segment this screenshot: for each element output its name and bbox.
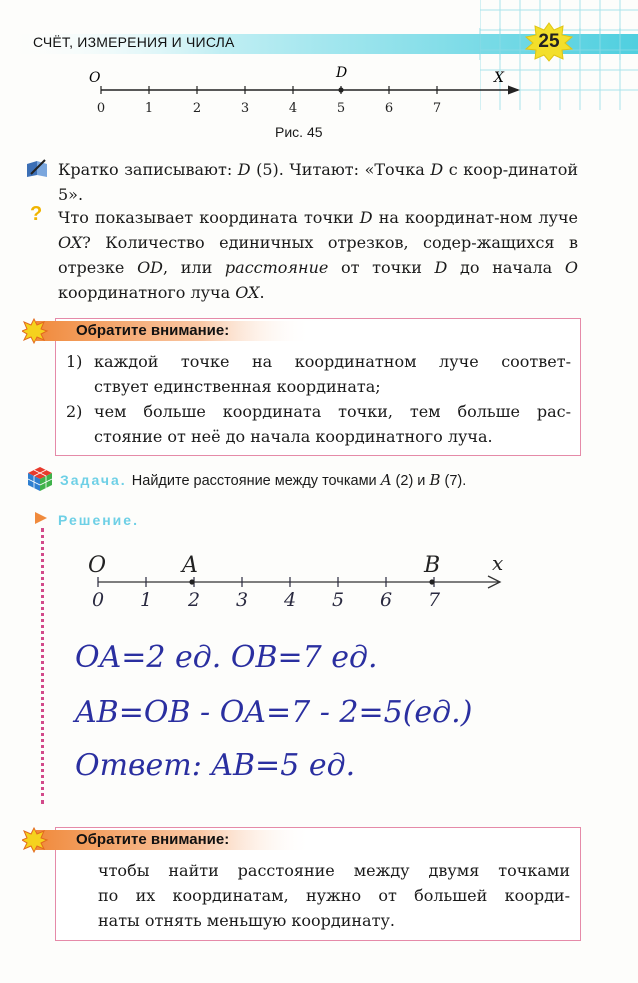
tick-label: 6 [379, 589, 393, 611]
tick-label: 0 [96, 101, 106, 116]
tick-label: 6 [384, 101, 394, 116]
notice-2-label: Обратите внимание: [76, 831, 230, 848]
hw-axis-label: x [492, 551, 504, 575]
tick-label: 3 [240, 101, 250, 116]
axis-x-label: X [494, 70, 504, 86]
solution-marker-icon [33, 510, 49, 526]
tick-label: 0 [91, 589, 105, 611]
handwritten-number-line [80, 548, 520, 612]
point-d-label: D [336, 65, 348, 81]
origin-label: O [89, 70, 101, 86]
task-label: Задача. [60, 472, 127, 488]
task-line: Задача. Найдите расстояние между точками A (2) и B (7). [60, 471, 467, 489]
hw-b-label: B [424, 553, 441, 578]
tick-label: 3 [235, 589, 249, 611]
point-a-dot [189, 579, 194, 584]
tick-label: 1 [144, 101, 154, 116]
tick-label: 4 [283, 589, 297, 611]
pencil-note-icon [25, 158, 49, 178]
tick-label: 1 [139, 589, 153, 611]
point-b-dot [429, 579, 434, 584]
figure-caption: Рис. 45 [275, 124, 323, 140]
sun-burst-icon [22, 828, 47, 852]
tick-label: 7 [427, 589, 441, 611]
solution-line-2: AB=OB - OA=7 - 2=5(ед.) [75, 695, 473, 730]
number-line-arrow [508, 86, 520, 95]
notice-1-item-1: 1) каждой точке на координатном луче соответ- ствует единственная координата; [66, 352, 571, 396]
tick-label: 2 [192, 101, 202, 116]
sun-burst-icon [22, 319, 47, 343]
tick-label: 7 [432, 101, 442, 116]
notice-1-item-2: 2) чем больше координата точки, тем больше рас- стояние от неё до начала координатного луча. [66, 402, 571, 446]
notice-1-label: Обратите внимание: [76, 322, 230, 339]
tick-label: 4 [288, 101, 298, 116]
tick-label: 5 [331, 589, 345, 611]
notice-2-text: чтобы найти расстояние между двумя точками по их координатам, нужно от большей коорди- наты отнять меньшую координату. [98, 861, 570, 930]
hw-a-label: A [182, 553, 198, 578]
notice-1-list [66, 349, 571, 449]
section-title: СЧЁТ, ИЗМЕРЕНИЯ И ЧИСЛА [33, 34, 235, 50]
cube-puzzle-icon [27, 466, 53, 492]
solution-line-1: OA=2 ед. OB=7 ед. [75, 640, 378, 675]
paragraph-coordinate-notation: Кратко записывают: D (5). Читают: «Точка D с коор-динатой 5». [58, 160, 578, 204]
question-mark-icon: ? [30, 203, 43, 225]
tick-label: 2 [187, 589, 201, 611]
tick-label: 5 [336, 101, 346, 116]
solution-dotted-rule [41, 528, 44, 804]
question-paragraph: Что показывает координата точки D на координат-ном луче OX? Количество единичных отрезков, содер-жащихся в отрезке OD, или расстояние от точки D до начала O координатного луча OX. [58, 208, 579, 302]
page-number: 25 [538, 31, 560, 52]
solution-answer: Ответ: AB=5 ед. [75, 748, 356, 783]
point-d-dot [338, 87, 343, 92]
hw-origin-label: O [88, 553, 107, 578]
number-line-figure [80, 64, 530, 126]
solution-label: Решение. [58, 512, 139, 528]
